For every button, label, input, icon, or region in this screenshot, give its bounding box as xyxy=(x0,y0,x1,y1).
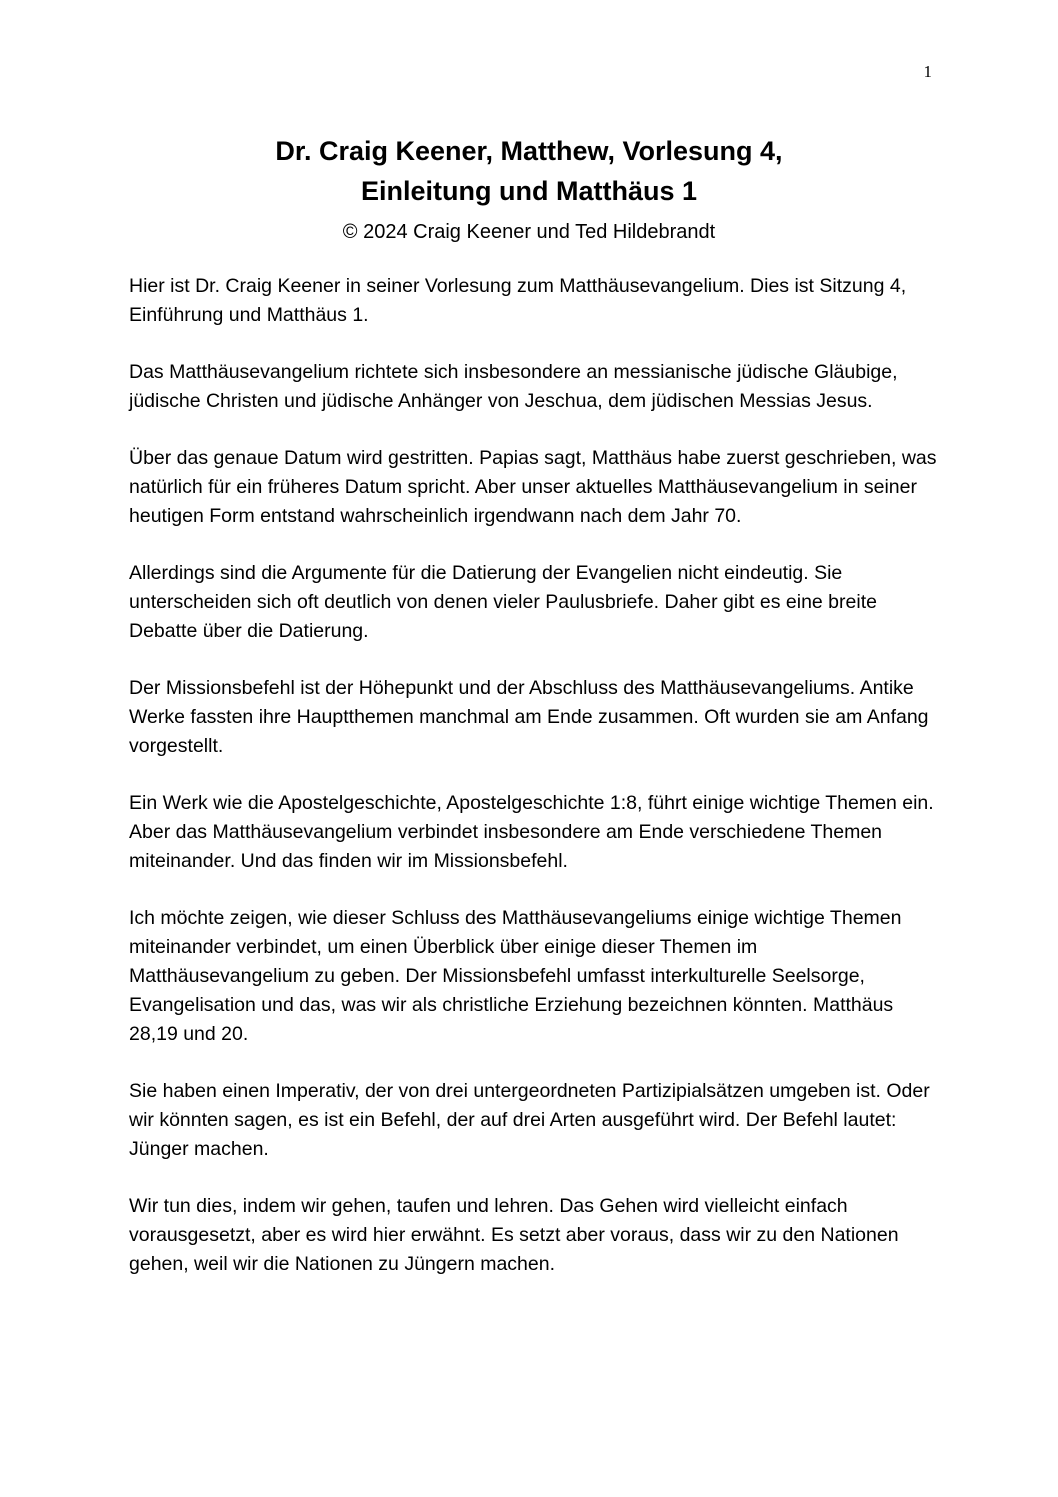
copyright-notice: © 2024 Craig Keener und Ted Hildebrandt xyxy=(342,221,716,243)
paragraph: Sie haben einen Imperativ, der von drei untergeordneten Partizipialsätzen umgeben ist. Oder wir könnten sagen, es ist ein Befehl, der auf drei Arten ausgeführt wird. Der Befehl lautet: Jünger machen. xyxy=(129,1080,930,1160)
paragraph: Ein Werk wie die Apostelgeschichte, Apostelgeschichte 1:8, führt einige wichtige Themen ein. Aber das Matthäusevangelium verbindet insbesondere am Ende verschiedene Themen miteinander. Und das finden wir im Missionsbefehl. xyxy=(129,792,934,872)
paragraph: Über das genaue Datum wird gestritten. Papias sagt, Matthäus habe zuerst geschrieben, was natürlich für ein früheres Datum spricht. Aber unser aktuelles Matthäusevangelium in seiner heutigen Form entstand wahrscheinlich irgendwann nach dem Jahr 70. xyxy=(129,447,937,527)
paragraph: Der Missionsbefehl ist der Höhepunkt und der Abschluss des Matthäusevangeliums. Antike Werke fassten ihre Hauptthemen manchmal am Ende zusammen. Oft wurden sie am Anfang vorgestellt. xyxy=(129,677,929,757)
title-line-1: Dr. Craig Keener, Matthew, Vorlesung 4, xyxy=(275,136,783,166)
document-header xyxy=(0,131,1058,247)
paragraph: Das Matthäusevangelium richtete sich insbesondere an messianische jüdische Gläubige, jüdische Christen und jüdische Anhänger von Jeschua, dem jüdischen Messias Jesus. xyxy=(129,361,898,412)
page-number: 1 xyxy=(923,62,932,81)
document-body xyxy=(129,272,939,1307)
paragraph: Hier ist Dr. Craig Keener in seiner Vorlesung zum Matthäusevangelium. Dies ist Sitzung 4, Einführung und Matthäus 1. xyxy=(129,275,907,326)
title-line-2: Einleitung und Matthäus 1 xyxy=(361,176,697,206)
paragraph: Wir tun dies, indem wir gehen, taufen und lehren. Das Gehen wird vielleicht einfach vorausgesetzt, aber es wird hier erwähnt. Es setzt aber voraus, dass wir zu den Nationen gehen, weil wir die Nationen zu Jüngern machen. xyxy=(129,1195,899,1275)
paragraph: Ich möchte zeigen, wie dieser Schluss des Matthäusevangeliums einige wichtige Themen miteinander verbindet, um einen Überblick über einige dieser Themen im Matthäusevangelium zu geben. Der Missionsbefehl umfasst interkulturelle Seelsorge, Evangelisation und das, was wir als christliche Erziehung bezeichnen könnten. Matthäus 28,19 und 20. xyxy=(129,907,902,1045)
paragraph: Allerdings sind die Argumente für die Datierung der Evangelien nicht eindeutig. Sie unterscheiden sich oft deutlich von denen vieler Paulusbriefe. Daher gibt es eine breite Debatte über die Datierung. xyxy=(129,562,877,642)
